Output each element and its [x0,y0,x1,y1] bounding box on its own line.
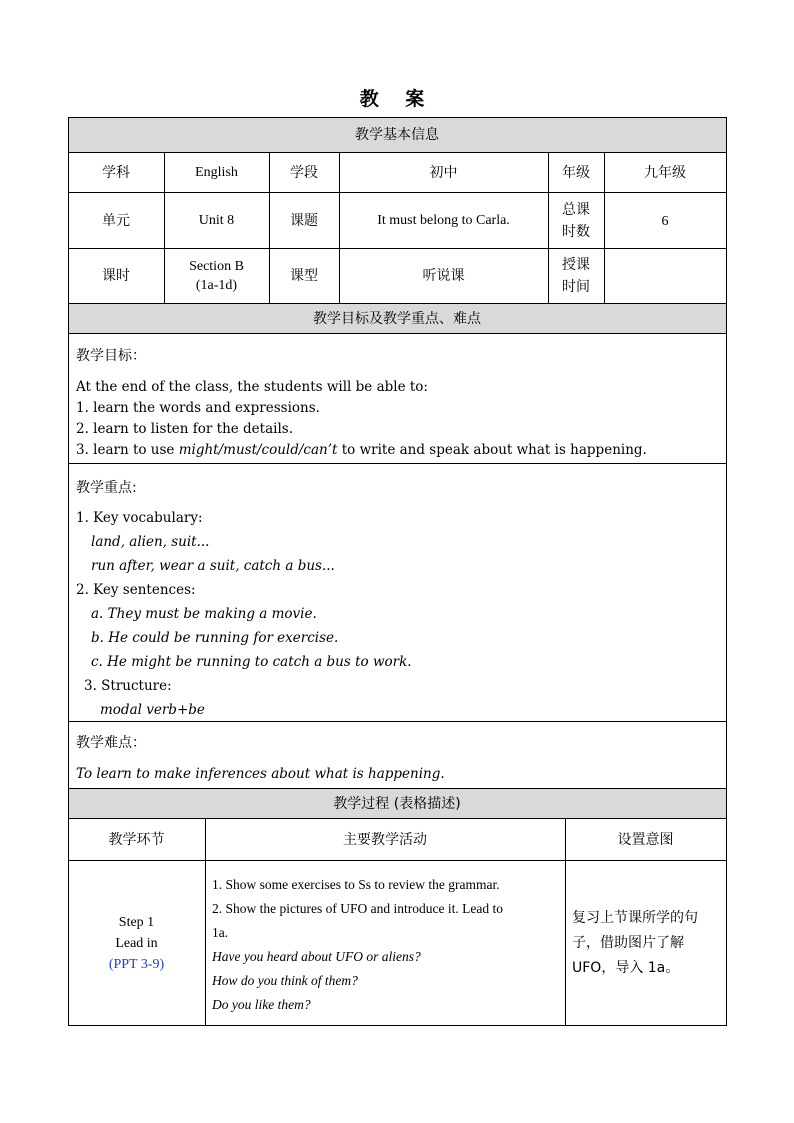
grade-value-text: 九年级 [644,164,686,181]
teach-time-value [604,248,726,304]
unit-value-text: Unit 8 [198,212,235,228]
unit-value [164,193,269,248]
activity-question-1: Have you heard about UFO or aliens? [212,949,421,964]
type-label-text: 课型 [290,268,318,284]
subject-label [68,152,164,193]
period-label-text: 课时 [102,268,130,284]
objectives-intro: At the end of the class, the students will be able to: [76,379,428,395]
teach-time-label [548,248,604,304]
stage-label-text: 学段 [290,164,318,181]
difficulty-heading: 教学难点： [76,735,146,751]
unit-label-text: 单元 [102,212,130,229]
objectives-heading: 教学目标： [76,348,146,364]
process-col-step [68,819,205,861]
period-label [68,248,164,304]
total-hours-label-line1: 总课 [562,201,590,218]
total-hours-label [548,193,604,248]
total-hours-value [604,193,726,248]
teach-time-label-line1: 授课 [562,257,590,273]
type-label [269,248,339,304]
activity-1: 1. Show some exercises to Ss to review the grammar. [212,877,500,892]
step-1-purpose [572,906,720,981]
period-value [164,248,269,304]
key-vocab-line-2: run after, wear a suit, catch a bus... [91,558,335,574]
stage-value-text: 初中 [429,164,458,181]
total-hours-label-line2: 时数 [562,223,590,240]
activity-2-line-1: 2. Show the pictures of UFO and introduce it. Lead to [212,901,503,916]
structure-text: modal verb+be [100,702,205,718]
basic-info-header-text: 教学基本信息 [355,127,439,143]
process-col-step-text: 教学环节 [108,832,165,848]
process-header [68,789,726,819]
objective-item-3-modals: might/must/could/can’t [178,442,338,458]
objectives-section [76,346,647,461]
step-1-purpose-text: 复习上节课所学的句子，借助图片了解UFO，导入 1a。 [572,910,698,976]
key-points-heading: 教学重点: [76,480,137,496]
process-col-activity-text: 主要教学活动 [343,832,427,848]
objective-item-3-post: to write and speak about what is happening. [337,442,647,458]
unit-label [68,193,164,248]
activity-question-3: Do you like them? [212,997,311,1012]
difficulty-text: To learn to make inferences about what is happening. [76,766,445,782]
goals-header-text: 教学目标及教学重点、难点 [313,311,481,327]
period-value-line2: (1a-1d) [195,278,238,293]
process-header-text: 教学过程 (表格描述) [333,796,461,812]
period-value-line1: Section B [189,259,244,274]
step-1-activities [212,873,560,1017]
step-1-subtitle: Lead in [115,935,158,951]
type-value [339,248,548,304]
activity-question-2: How do you think of them? [212,973,358,988]
subject-label-text: 学科 [102,164,130,181]
step-1-ppt-ref: (PPT 3-9) [108,956,165,972]
basic-info-header [68,118,726,152]
key-points-section [76,476,412,722]
document-title: 教 案 [359,88,435,110]
step-1-name [68,861,205,1025]
key-vocab-line-1: land, alien, suit... [91,534,210,550]
objective-item-3 [76,440,647,461]
total-hours-value-text: 6 [661,214,669,229]
topic-label-text: 课题 [290,212,318,229]
goals-header [68,304,726,334]
process-col-purpose-text: 设置意图 [617,832,674,848]
difficulty-section [76,733,445,785]
process-col-purpose [565,819,726,861]
key-sentence-b: b. He could be running for exercise. [91,630,339,646]
key-sentences-label: 2. Key sentences: [76,582,196,598]
teach-time-label-line2: 时间 [562,279,590,295]
key-vocab-label: 1. Key vocabulary: [76,510,203,526]
objective-item-3-pre: 3. learn to use [76,442,179,458]
activity-2-line-2: 1a. [212,925,229,940]
stage-label [269,152,339,193]
key-sentence-a: a. They must be making a movie. [91,606,317,622]
stage-value [339,152,548,193]
topic-label [269,193,339,248]
step-1-title: Step 1 [118,914,155,930]
key-sentence-c: c. He might be running to catch a bus to work. [91,654,412,670]
grade-label [548,152,604,193]
subject-value [164,152,269,193]
structure-label: 3. Structure: [84,678,172,694]
topic-value-text: It must belong to Carla. [377,212,510,228]
grade-value [604,152,726,193]
topic-value [339,193,548,248]
grade-label-text: 年级 [562,164,590,181]
subject-value-text: English [195,164,238,180]
type-value-text: 听说课 [422,268,465,284]
objective-item-2: 2. learn to listen for the details. [76,421,294,437]
process-col-activity [205,819,565,861]
objective-item-1: 1. learn the words and expressions. [76,400,320,416]
